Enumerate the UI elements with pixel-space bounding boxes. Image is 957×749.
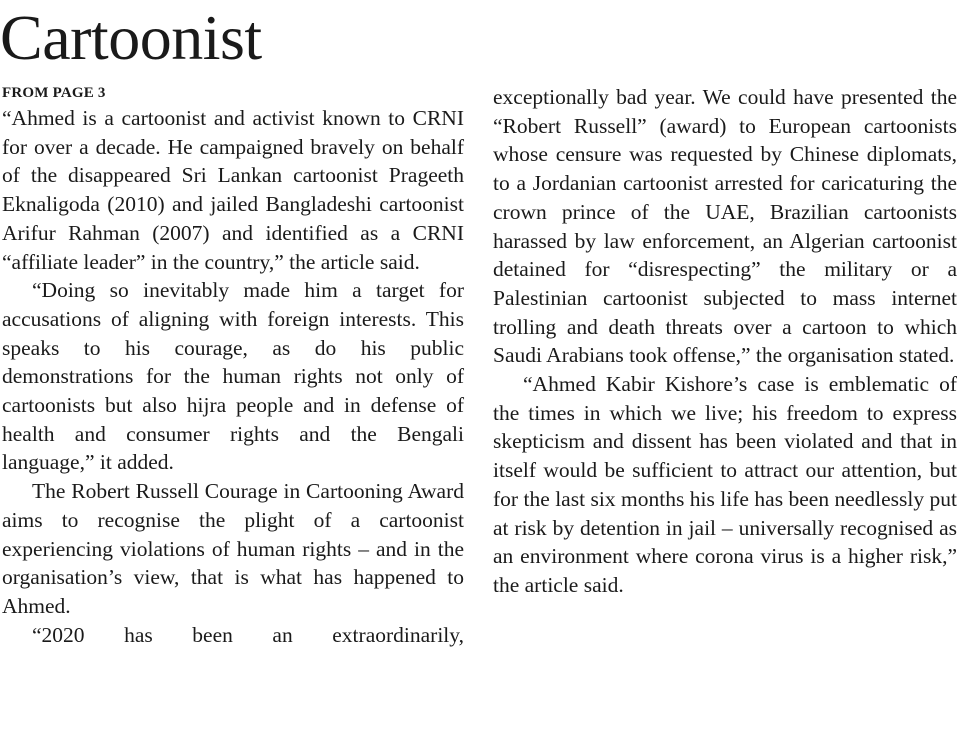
article-column-right	[493, 83, 957, 600]
paragraph: “Ahmed is a cartoonist and activist known to CRNI for over a decade. He campaigned bravely on behalf of the disappeared Sri Lankan cartoonist Prageeth Eknaligoda (2010) and jailed Bangladeshi cartoonist Arifur Rahman (2007) and identified as a CRNI “affiliate leader” in the country,” the article said.	[2, 106, 464, 274]
continued-from-label: FROM PAGE 3	[2, 85, 106, 101]
headline: Cartoonist	[0, 2, 262, 73]
paragraph: “Ahmed Kabir Kishore’s case is emblematic of the times in which we live; his freedom to express skepticism and dissent has been violated and that in itself would be sufficient to attract our attention, but for the last six months his life has been needlessly put at risk by detention in jail – universally recognised as an environment where corona virus is a higher risk,” the article said.	[493, 372, 957, 597]
article-column-left	[2, 104, 464, 649]
paragraph: exceptionally bad year. We could have presented the “Robert Russell” (award) to European cartoonists whose censure was requested by Chinese diplomats, to a Jordanian cartoonist arrested for caricaturing the crown prince of the UAE, Brazilian cartoonists harassed by law enforcement, an Algerian cartoonist detained for “disrespecting” the military or a Palestinian cartoonist subjected to mass internet trolling and death threats over a cartoon to which Saudi Arabians took offense,” the organisation stated.	[493, 85, 957, 368]
paragraph: “2020 has been an extraordinarily,	[32, 622, 464, 647]
paragraph: The Robert Russell Courage in Cartooning Award aims to recognise the plight of a cartoonist experiencing violations of human rights – and in the organisation’s view, that is what has happened to Ahmed.	[2, 479, 464, 618]
paragraph: “Doing so inevitably made him a target for accusations of aligning with foreign interests. This speaks to his courage, as do his public demonstrations for the human rights not only of cartoonists but also hijra people and in defense of health and consumer rights and the Bengali language,” it added.	[2, 278, 464, 475]
